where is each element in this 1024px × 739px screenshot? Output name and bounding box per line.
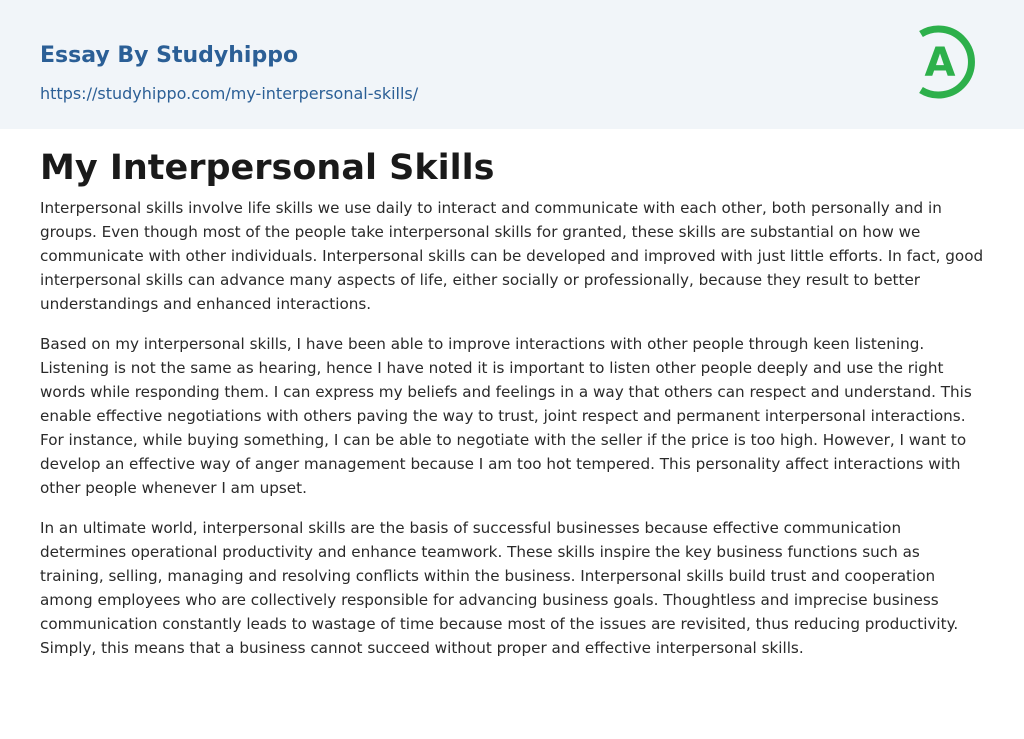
essay-article xyxy=(40,146,984,660)
essay-title: My Interpersonal Skills xyxy=(40,148,495,188)
page-header xyxy=(0,0,1024,129)
essay-paragraph: Interpersonal skills involve life skills we use daily to interact and communicate with each other, both personally and in groups. Even though most of the people take interpersonal skills for granted, these skills are substantial on how we communicate with other individuals. Interpersonal skills can be developed and improved with just little efforts. In fact, good interpersonal skills can advance many aspects of life, either socially or professionally, because they result to better understandings and enhanced interactions. xyxy=(40,199,984,313)
essay-paragraph: Based on my interpersonal skills, I have been able to improve interactions with other people through keen listening. Listening is not the same as hearing, hence I have noted it is important to listen other people deeply and use the right words while responding them. I can express my beliefs and feelings in a way that others can respect and understand. This enable effective negotiations with others paving the way to trust, joint respect and permanent interpersonal interactions. For instance, while buying something, I can be able to negotiate with the seller if the price is too high. However, I want to develop an effective way of anger management because I am too hot tempered. This personality affect interactions with other people whenever I am upset. xyxy=(40,335,972,497)
studyhippo-logo-icon xyxy=(912,19,986,105)
article-url-link[interactable]: https://studyhippo.com/my-interpersonal-skills/ xyxy=(40,84,419,103)
site-title: Essay By Studyhippo xyxy=(40,43,299,68)
logo-letter: A xyxy=(924,40,956,86)
essay-paragraph: In an ultimate world, interpersonal skills are the basis of successful businesses because effective communication determines operational productivity and enhance teamwork. These skills inspire the key business functions such as training, selling, managing and resolving conflicts within the business. Interpersonal skills build trust and cooperation among employees who are collectively responsible for advancing business goals. Thoughtless and imprecise business communication constantly leads to wastage of time because most of the issues are revisited, thus reducing productivity. Simply, this means that a business cannot succeed without proper and effective interpersonal skills. xyxy=(40,519,959,657)
